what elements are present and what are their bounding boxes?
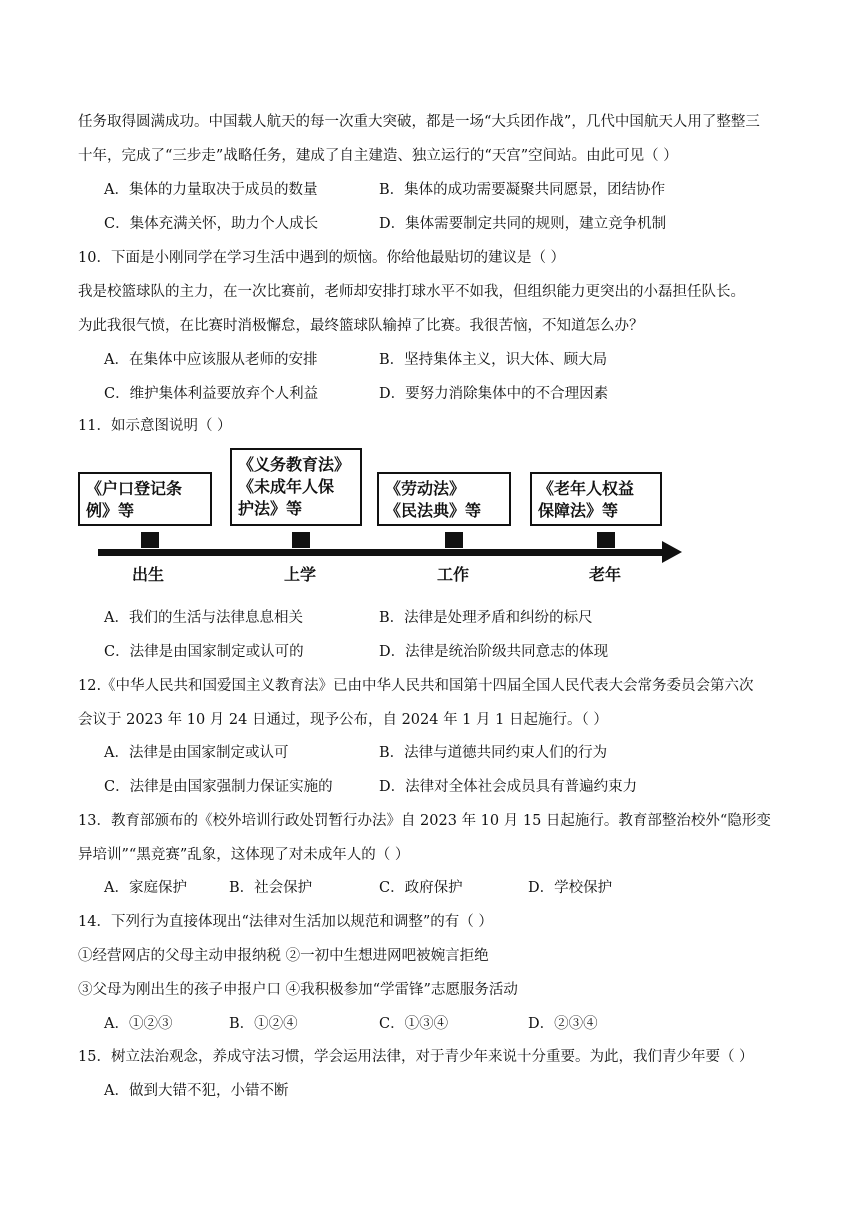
question-14-option-d: D．②③④ — [528, 1016, 598, 1032]
question-9-stem-line1: 任务取得圆满成功。中国载人航天的每一次重大突破，都是一场“大兵团作战”，几代中国航天人用了整整三 — [78, 114, 760, 130]
question-14-option-a: A．①②③ — [104, 1016, 173, 1032]
timeline-box-work-line2: 《民法典》等 — [385, 501, 482, 520]
question-13-option-c: C．政府保护 — [379, 880, 463, 896]
question-9-option-c: C．集体充满关怀，助力个人成长 — [104, 216, 319, 232]
timeline-tick-work — [445, 532, 463, 548]
question-11-option-b: B．法律是处理矛盾和纠纷的标尺 — [379, 610, 593, 626]
timeline-box-school-line1: 《义务教育法》 — [238, 455, 351, 474]
question-12-option-d: D．法律对全体社会成员具有普遍约束力 — [379, 779, 638, 795]
timeline-box-old-age-line2: 保障法》等 — [538, 501, 619, 520]
timeline-label-work: 工作 — [437, 565, 470, 584]
timeline-box-school — [230, 448, 362, 526]
question-10-option-c: C．维护集体利益要放弃个人利益 — [104, 386, 319, 402]
question-10-option-b: B．坚持集体主义，识大体、顾大局 — [379, 352, 608, 368]
question-13-stem-line2: 异培训”“黑竞赛”乱象，这体现了对未成年人的（ ） — [78, 847, 410, 863]
timeline-label-school: 上学 — [284, 565, 317, 584]
law-timeline-diagram — [70, 440, 690, 600]
question-10-scenario-line2: 为此我很气愤，在比赛时消极懈怠，最终篮球队输掉了比赛。我很苦恼，不知道怎么办？ — [78, 318, 644, 334]
timeline-axis — [98, 549, 663, 556]
question-13-option-d: D．学校保护 — [528, 880, 613, 896]
timeline-box-birth-line2: 例》等 — [86, 501, 135, 520]
question-13-option-a: A．家庭保护 — [104, 880, 187, 896]
question-13-option-b: B．社会保护 — [229, 880, 313, 896]
question-15-option-a: A．做到大错不犯，小错不断 — [104, 1083, 289, 1099]
question-10-stem: 10．下面是小刚同学在学习生活中遇到的烦恼。你给他最贴切的建议是（ ） — [78, 250, 566, 266]
question-9-option-b: B．集体的成功需要凝聚共同愿景，团结协作 — [379, 182, 666, 198]
question-9-option-a: A．集体的力量取决于成员的数量 — [104, 182, 318, 198]
question-11-stem: 11．如示意图说明（ ） — [78, 418, 232, 434]
timeline-box-birth — [78, 472, 212, 526]
timeline-tick-school — [292, 532, 310, 548]
question-14-stem: 14．下列行为直接体现出“法律对生活加以规范和调整”的有（ ） — [78, 914, 493, 930]
question-12-option-a: A．法律是由国家制定或认可 — [104, 745, 289, 761]
question-15-stem: 15．树立法治观念，养成守法习惯，学会运用法律，对于青少年来说十分重要。为此，我们青少年要（ ） — [78, 1049, 754, 1065]
question-14-option-b: B．①②④ — [229, 1016, 298, 1032]
question-10-option-a: A．在集体中应该服从老师的安排 — [104, 352, 318, 368]
question-14-statement-line1: ①经营网店的父母主动申报纳税 ②一初中生想进网吧被婉言拒绝 — [78, 948, 489, 964]
timeline-box-old-age — [530, 472, 662, 526]
question-13-stem-line1: 13．教育部颁布的《校外培训行政处罚暂行办法》自 2023 年 10 月 15 日起施行。教育部整治校外“隐形变 — [78, 813, 771, 829]
question-10-option-d: D．要努力消除集体中的不合理因素 — [379, 386, 609, 402]
timeline-box-birth-line1: 《户口登记条 — [86, 479, 183, 498]
question-10-scenario-line1: 我是校篮球队的主力，在一次比赛前，老师却安排打球水平不如我，但组织能力更突出的小磊担任队长。 — [78, 284, 745, 300]
timeline-box-school-line2: 《未成年人保 — [238, 477, 335, 496]
question-11-option-c: C．法律是由国家制定或认可的 — [104, 644, 304, 660]
timeline-label-old-age: 老年 — [589, 565, 622, 584]
question-12-stem-line2: 会议于 2023 年 10 月 24 日通过，现予公布，自 2024 年 1 月 1 日起施行。（ ） — [78, 712, 608, 728]
question-14-option-c: C．①③④ — [379, 1016, 449, 1032]
question-11-option-d: D．法律是统治阶级共同意志的体现 — [379, 644, 609, 660]
question-14-statement-line2: ③父母为刚出生的孩子申报户口 ④我积极参加“学雷锋”志愿服务活动 — [78, 982, 518, 998]
timeline-box-work — [377, 472, 511, 526]
timeline-box-old-age-line1: 《老年人权益 — [538, 479, 635, 498]
timeline-label-birth: 出生 — [132, 565, 165, 584]
question-9-stem-line2: 十年，完成了“三步走”战略任务，建成了自主建造、独立运行的“天宫”空间站。由此可见（ ） — [78, 148, 678, 164]
timeline-tick-birth — [141, 532, 159, 548]
question-12-stem-line1: 12.《中华人民共和国爱国主义教育法》已由中华人民共和国第十四届全国人民代表大会常务委员会第六次 — [78, 678, 754, 694]
question-11-option-a: A．我们的生活与法律息息相关 — [104, 610, 303, 626]
question-9-option-d: D．集体需要制定共同的规则，建立竞争机制 — [379, 216, 667, 232]
timeline-arrowhead — [662, 541, 682, 563]
question-12-option-b: B．法律与道德共同约束人们的行为 — [379, 745, 608, 761]
timeline-tick-old-age — [597, 532, 615, 548]
timeline-box-work-line1: 《劳动法》 — [385, 479, 466, 498]
timeline-box-school-line3: 护法》等 — [238, 499, 303, 518]
question-12-option-c: C．法律是由国家强制力保证实施的 — [104, 779, 333, 795]
